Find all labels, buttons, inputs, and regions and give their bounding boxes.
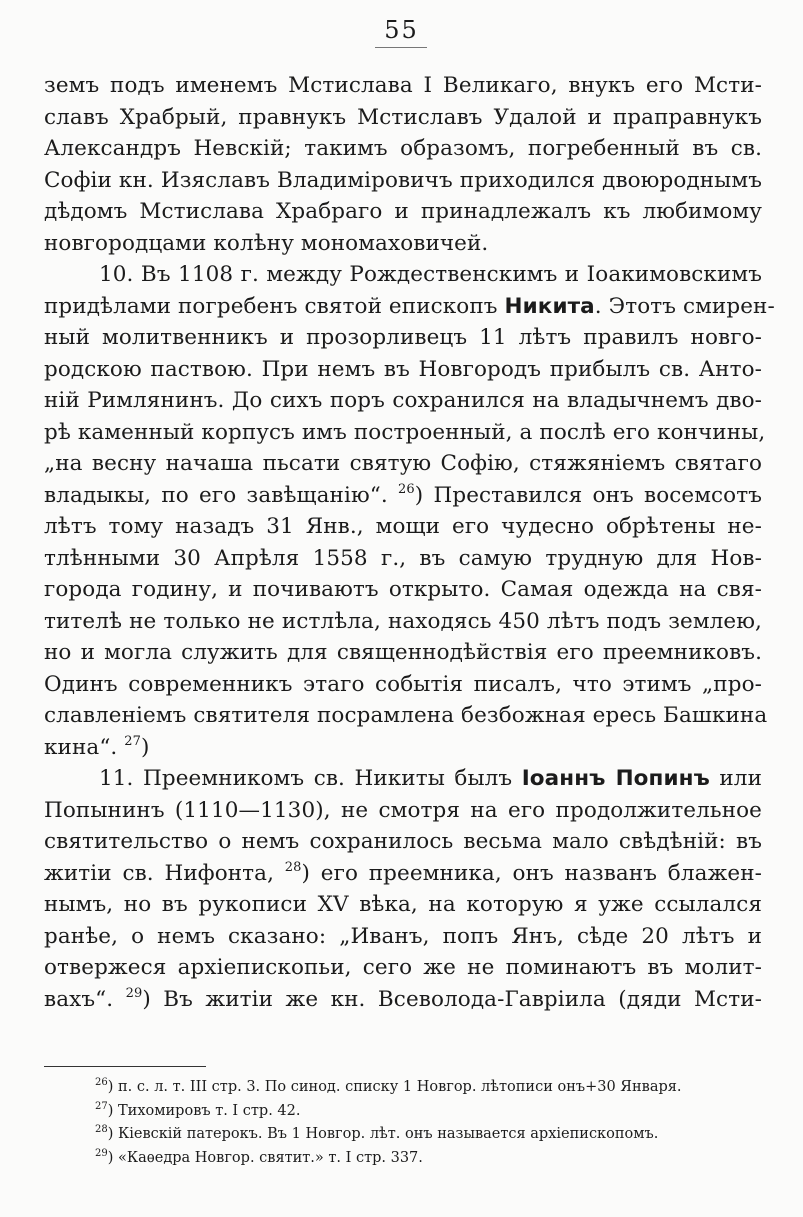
text-line xyxy=(44,858,762,890)
footnote-rule xyxy=(44,1066,206,1067)
bold-name-ioann: Іоаннъ Попинъ xyxy=(521,766,710,791)
text-span: земъ подъ именемъ Мстислава I Великаго, внукъ его Мсти- xyxy=(44,73,762,98)
text-line xyxy=(44,574,762,606)
text-line xyxy=(44,228,762,260)
text-span: лѣтъ тому назадъ 31 Янв., мощи его чудесно обрѣтены не- xyxy=(44,514,762,539)
text-line xyxy=(44,669,762,701)
text-span: 11. Преемникомъ св. Никиты былъ xyxy=(99,766,522,791)
text-line xyxy=(44,102,762,134)
text-line xyxy=(44,448,762,480)
text-span: вахъ“. xyxy=(44,986,126,1012)
text-line xyxy=(44,543,762,575)
text-line xyxy=(44,952,762,984)
footnote-ref: 29 xyxy=(125,985,143,1001)
text-span: Попынинъ (1110—1130), не смотря на его продолжительное xyxy=(44,797,762,823)
text-span: „на весну начаша пьсати святую Софію, стяжяніемъ святаго xyxy=(44,451,762,476)
footnote-number: 26 xyxy=(95,1077,108,1088)
text-line xyxy=(44,70,762,102)
page-number-rule xyxy=(375,47,427,48)
text-line xyxy=(44,826,762,858)
text-line xyxy=(44,480,762,512)
footnote xyxy=(95,1147,765,1171)
text-span: нымъ, но въ рукописи XV вѣка, на которую я уже ссылался xyxy=(44,892,762,917)
text-line xyxy=(44,259,762,291)
text-span: славъ Храбрый, правнукъ Мстиславъ Удалой и праправнукъ xyxy=(44,104,762,130)
text-span: 10. Въ 1108 г. между Рождественскимъ и Іоакимовскимъ xyxy=(99,262,762,287)
body-text xyxy=(44,70,775,1015)
text-span: рѣ каменный корпусъ имъ построенный, а послѣ его кончины, xyxy=(44,419,766,445)
text-line xyxy=(44,763,762,795)
text-line xyxy=(44,165,762,197)
text-span: города годину, и почиваютъ открыто. Самая одежда на свя- xyxy=(44,577,762,602)
footnotes xyxy=(95,1076,765,1170)
text-span: тлѣнными 30 Апрѣля 1558 г., въ самую трудную для Нов- xyxy=(44,545,762,571)
text-span: тителѣ не только не истлѣла, находясь 450 лѣтъ подъ землею, xyxy=(44,608,762,634)
footnote-text: ) «Каѳедра Новгор. святит.» т. I стр. 337. xyxy=(107,1149,423,1166)
footnote-text: ) Кіевскій патерокъ. Въ 1 Новгор. лѣт. онъ называется архіепископомъ. xyxy=(107,1126,659,1142)
footnote-number: 28 xyxy=(95,1124,108,1135)
footnote-number: 29 xyxy=(95,1147,108,1159)
text-line xyxy=(44,291,775,323)
text-span: ) xyxy=(141,734,150,760)
footnote-number: 27 xyxy=(95,1100,108,1112)
text-span: Одинъ современникъ этаго событія писалъ, что этимъ „про- xyxy=(44,671,762,697)
bold-name-nikita: Никита xyxy=(504,293,595,319)
text-line xyxy=(44,921,762,953)
text-line xyxy=(44,889,762,921)
text-line xyxy=(44,417,766,449)
text-line xyxy=(44,354,762,386)
text-line xyxy=(44,984,762,1016)
text-line xyxy=(44,700,768,732)
text-line xyxy=(44,196,762,228)
footnote-ref: 27 xyxy=(124,733,142,749)
footnote xyxy=(95,1123,765,1147)
text-line xyxy=(44,511,762,543)
text-span: ) Преставился онъ восемсотъ xyxy=(414,482,763,508)
text-span: . Этотъ смирен- xyxy=(594,293,775,319)
text-line xyxy=(44,322,762,354)
text-span: святительство о немъ сохранилось весьма мало свѣдѣній: въ xyxy=(44,829,762,854)
text-span: ній Римлянинъ. До сихъ поръ сохранился на владычнемъ дво- xyxy=(44,388,762,413)
text-line xyxy=(44,637,762,669)
footnote-ref: 28 xyxy=(284,859,302,875)
text-span: кина“. xyxy=(44,734,125,760)
text-span: владыкы, по его завѣщанію“. xyxy=(44,482,399,508)
text-span: или xyxy=(709,766,762,791)
page-number: 55 xyxy=(384,16,419,44)
text-span: ранѣе, о немъ сказано: „Иванъ, попъ Янъ, сѣде 20 лѣтъ и xyxy=(44,923,762,949)
footnote xyxy=(95,1100,765,1124)
text-span: ) его преемника, онъ названъ блажен- xyxy=(301,860,762,886)
text-span: ный молитвенникъ и прозорливецъ 11 лѣтъ правилъ новго- xyxy=(44,325,762,350)
text-span: но и могла служить для священнодѣйствія его преемниковъ. xyxy=(44,640,762,665)
text-span: дѣдомъ Мстислава Храбраго и принадлежалъ къ любимому xyxy=(44,199,762,224)
text-line xyxy=(44,795,762,827)
text-span: ) Въ житіи же кн. Всеволода-Гавріила (дяди Мсти- xyxy=(142,986,762,1012)
text-line xyxy=(44,133,762,165)
text-span: житіи св. Нифонта, xyxy=(44,860,285,886)
text-span: новгородцами колѣну мономаховичей. xyxy=(44,230,489,256)
text-line xyxy=(44,606,762,638)
text-span: славленіемъ святителя посрамлена безбожная ересь Башкина xyxy=(44,703,768,728)
text-span: придѣлами погребенъ святой епископъ xyxy=(44,293,505,319)
footnote-text: ) п. с. л. т. III стр. 3. По синод. списку 1 Новгор. лѣтописи онъ+30 Января. xyxy=(107,1079,682,1095)
text-span: Александръ Невскій; такимъ образомъ, погребенный въ св. xyxy=(44,136,762,161)
footnote xyxy=(95,1076,765,1100)
text-span: Софіи кн. Изяславъ Владиміровичъ приходился двоюроднымъ xyxy=(44,167,762,193)
text-line xyxy=(44,385,762,417)
footnote-text: ) Тихомировъ т. I стр. 42. xyxy=(107,1102,301,1119)
text-line xyxy=(44,732,762,764)
text-span: родскою паствою. При немъ въ Новгородъ прибылъ св. Анто- xyxy=(44,356,762,382)
footnote-ref: 26 xyxy=(398,481,415,497)
text-span: отвержеся архіепископьи, сего же не поминаютъ въ молит- xyxy=(44,955,762,980)
